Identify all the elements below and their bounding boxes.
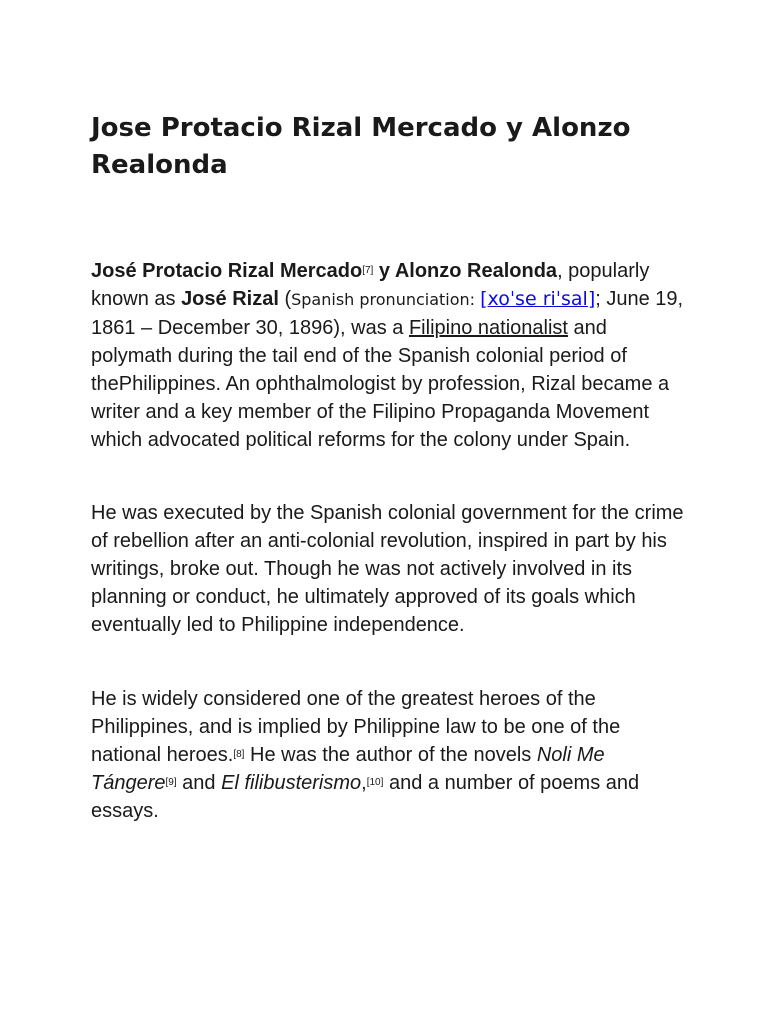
short-name: José Rizal	[181, 288, 279, 310]
citation-10[interactable]: [10]	[366, 777, 384, 788]
filipino-nationalist-link[interactable]: Filipino nationalist	[408, 317, 568, 339]
pronunciation-label: Spanish pronunciation:	[291, 290, 481, 309]
citation-7[interactable]: [7]	[362, 265, 374, 276]
dates-text: ; June 19, 1861 – December 30, 1896), was a	[91, 288, 684, 339]
citation-8[interactable]: [8]	[233, 749, 245, 760]
open-paren: (	[278, 288, 292, 310]
known-as-text: popularly known as	[91, 260, 650, 310]
page-title: Jose Protacio Rizal Mercado y Alonzo Realonda	[91, 113, 631, 180]
ipa-pronunciation-link[interactable]: [xoˈse riˈsal]	[480, 288, 596, 310]
comma: ,	[557, 260, 563, 282]
paragraph-legacy	[91, 685, 691, 825]
novel-el-filibusterismo: El filibusterismo	[221, 772, 362, 794]
intro-rest: and polymath during the tail end of the Spanish colonial period of thePhilippines. An ophthalmologist by profession, Rizal became a writer and a key member of the Filipino Propaganda Movement which advocated political reforms for the colony under Spain.	[91, 317, 670, 451]
legacy-text-2: He was the author of the novels	[244, 744, 537, 766]
legacy-text-4: ,	[361, 772, 367, 794]
novel-noli-me-tangere: Noli Me Tángere	[91, 744, 605, 794]
legacy-text-1: He is widely considered one of the greatest heroes of the Philippines, and is implied by Philippine law to be one of the national heroes.	[91, 688, 621, 766]
full-name: José Protacio Rizal Mercado	[91, 260, 363, 282]
full-name-continued: y Alonzo Realonda	[373, 260, 558, 282]
legacy-text-3: and	[176, 772, 222, 794]
citation-9[interactable]: [9]	[165, 777, 177, 788]
paragraph-intro	[91, 257, 691, 454]
paragraph-execution: He was executed by the Spanish colonial government for the crime of rebellion after an anti-colonial revolution, inspired in part by his writings, broke out. Though he was not actively involved in its planning or conduct, he ultimately approved of its goals which eventually led to Philippine independence.	[91, 502, 684, 636]
legacy-text-5: and a number of poems and essays.	[91, 772, 640, 822]
